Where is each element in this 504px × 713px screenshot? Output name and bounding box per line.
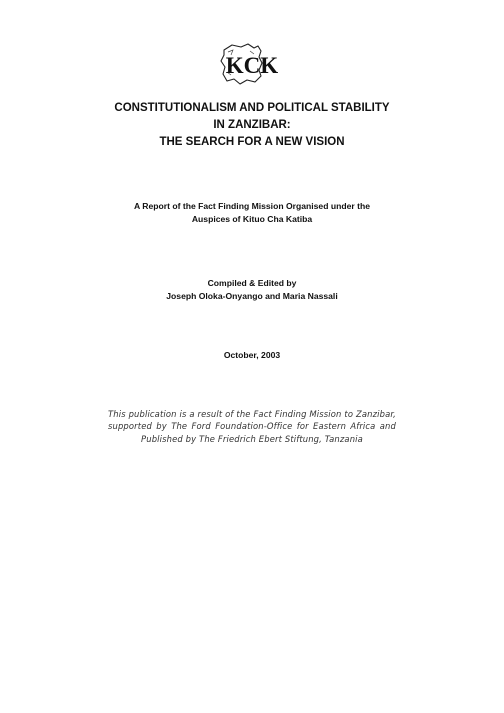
editors-credit bbox=[0, 277, 504, 302]
publication-note: This publication is a result of the Fact Finding Mission to Zanzibar, supported by The Ford Foundation-Office for Eastern Africa and Published by The Friedrich Ebert Stiftung, Tanzania bbox=[108, 409, 396, 444]
report-subtitle bbox=[0, 200, 504, 225]
title-line-2: IN ZANZIBAR: bbox=[213, 119, 291, 131]
subtitle-line-1: A Report of the Fact Finding Mission Organised under the bbox=[133, 201, 371, 211]
editor-names: Joseph Oloka-Onyango and Maria Nassali bbox=[166, 290, 338, 301]
report-title bbox=[0, 100, 504, 151]
title-line-3: THE SEARCH FOR A NEW VISION bbox=[159, 136, 345, 148]
compiled-label: Compiled & Edited by bbox=[207, 278, 297, 288]
publication-date: October, 2003 bbox=[223, 350, 281, 360]
title-line-1: CONSTITUTIONALISM AND POLITICAL STABILITY bbox=[114, 102, 390, 114]
kck-logo bbox=[214, 42, 290, 86]
kck-map-logo-icon bbox=[214, 42, 290, 86]
logo-text: KCK bbox=[225, 53, 279, 78]
subtitle-line-2: Auspices of Kituo Cha Katiba bbox=[191, 213, 313, 224]
